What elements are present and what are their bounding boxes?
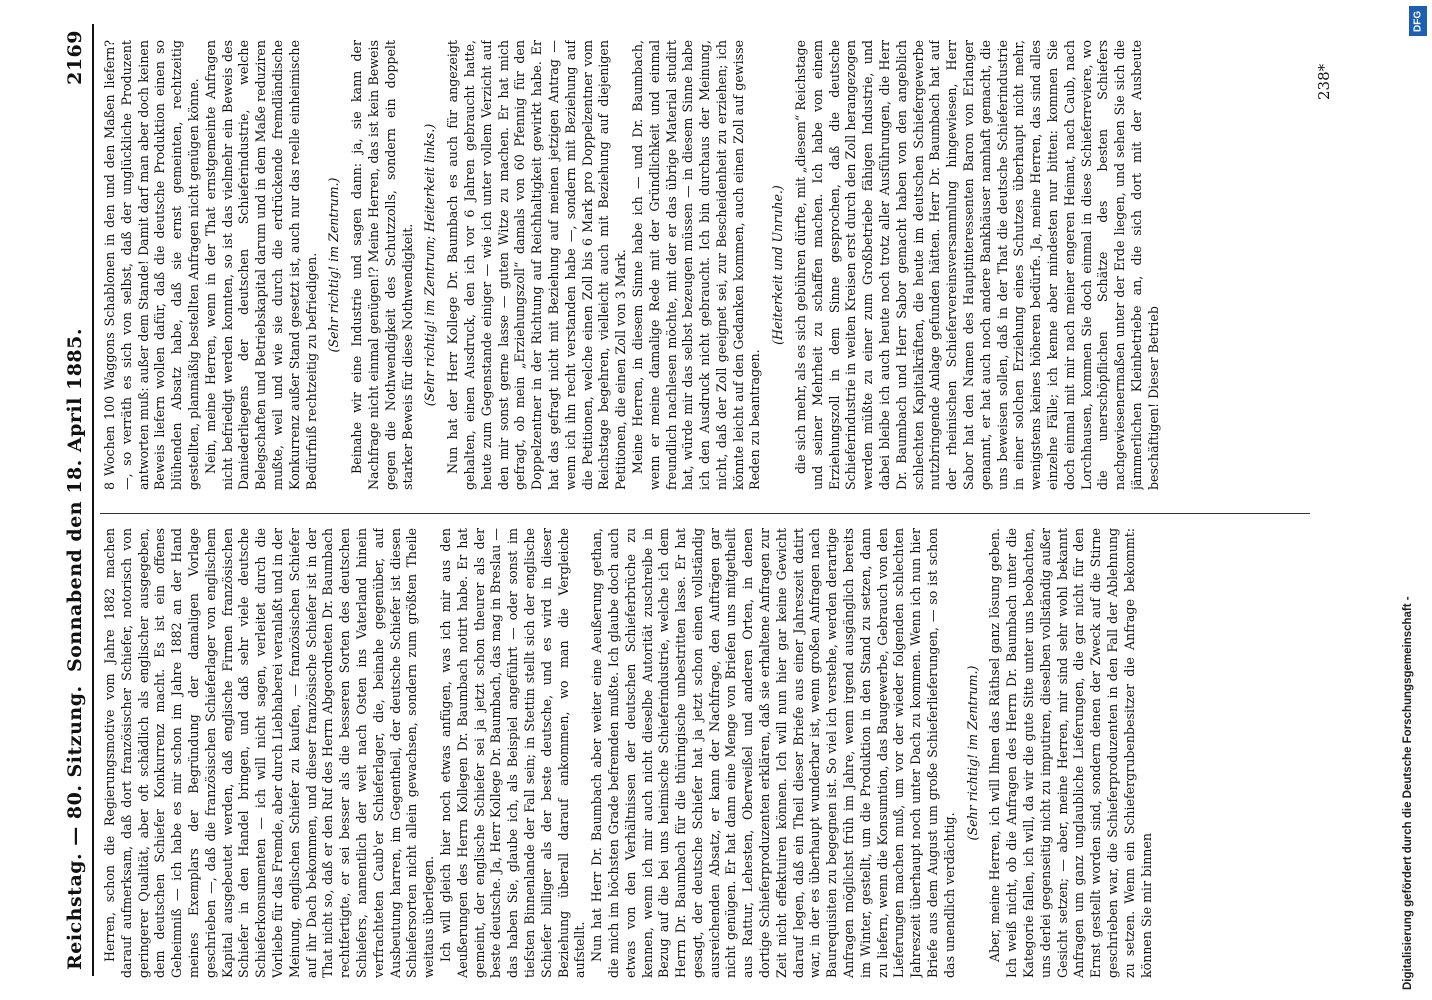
dfg-logo: DFG — [1409, 6, 1427, 36]
running-header-left: Reichstag. — 80. Sitzung. — [64, 685, 86, 970]
column-divider — [100, 513, 1310, 514]
paragraph: Nun hat Herr Dr. Baumbach aber weiter eine Aeußerung gethan, die mich im höchsten Grade befremden mußte. Ich glaube doch auch etwas von den Verhältnissen der deutschen Schieferbrüche zu kennen, wenn ich mir auch nicht dieselbe Autorität zuschreibe in Bezug auf die bei uns heimische Schieferindustrie, welche ich dem Herrn Dr. Baumbach für die thüringische unbestritten lasse. Er hat gesagt, der deutsche Schiefer hat ja jetzt schon einen vollständig ausreichenden Absatz, er kann der Nachfrage, den Aufträgen gar nicht genügen. Er hat dann eine Menge von Briefen uns mitgetheilt aus Rattur, Lehesten, Oberweißel und anderen Orten, in denen dortige Schieferproduzenten erklären, daß sie erhaltene Anfragen zur Zeit nicht effektuiren können. Ich will nun hier gar keine Gewicht darauf legen, daß ein Theil dieser Briefe aus einer Jahreszeit datirt war, in der es überhaupt wunderbar ist, wenn großen Anfragen nach Baurequisiten zu begegnen ist. So viel ich verstehe, werden derartige Anfragen möglichst früh im Jahre, wenn irgend ausgänglich bereits im Winter, gestellt, um die Produktion in den Stand zu setzen, dann zu liefern, wenn die Konsumtion, das Baugewerbe, Gebrauch von den Lieferungen machen muß, um vor der wieder folgenden schlechten Jahreszeit überhaupt noch unter Dach zu kommen. Wenn ich nun hier Briefe aus dem August um große Schieferlieferungen, — so ist schon das unendlich verdächtig. — [589, 528, 957, 978]
paragraph: Nun hat der Herr Kollege Dr. Baumbach es auch für angezeigt gehalten, einen Ausdruck, den ich vor 6 Jahren gebraucht hatte, heute zum Gegenstande einiger — wie ich unter vollem Verzicht auf den mir sonst gerne lasse — guten Witze zu machen. Er hat mich gefragt, ob mein „Erziehungszoll“ damals von 60 Pfennig für den Doppelzentner in der Richtung auf Reichhaltigkeit gewirkt habe. Er hat das gefragt nicht mit Beziehung auf meinen jetzigen Antrag — wenn ich ihn recht verstanden habe —, sondern mit Beziehung auf die Petitionen, welche einen Zoll bis 6 Mark pro Doppelzentner vom Reichstage begehren, vielleicht auch mit Beziehung auf diejenigen Petitionen, die einen Zoll von 3 Mark. — [445, 40, 629, 490]
stage-direction: (Sehr richtig! im Zentrum.) — [326, 177, 342, 353]
paragraph: Meine Herren, in diesem Sinne habe ich — und Dr. Baumbach, wenn er meine damalige Rede mit der Gründlichkeit und einmal freundlich nachlesen möchte, mit der er das übrige Material studirt hat, würde mir das selbst bezeugen müssen — in diesem Sinne habe ich den Ausdruck nicht gebraucht. Ich bin durchaus der Meinung, nicht, daß der Zoll geeignet sei, zur Bescheidenheit zu erziehen; ich könnte leicht auf den Gedanken kommen, auch einen Zoll auf gewisse Reden zu beantragen. — [629, 40, 763, 490]
stage-direction: (Sehr richtig! im Zentrum; Heiterkeit links.) — [422, 123, 438, 407]
header-rule — [92, 24, 94, 976]
signature-mark: 238* — [1315, 63, 1333, 100]
stage-direction: (Sehr richtig! im Zentrum.) — [964, 665, 980, 841]
running-header-date: Sonnabend den 18. April 1885. — [64, 328, 86, 672]
page-number: 2169 — [64, 30, 86, 85]
paragraph: 8 Wochen 100 Waggons Schablonen in den und den Maßen liefern? —, so verräth es sich von selbst, daß der unglückliche Produzent antworten muß: außer dem Stande! Damit darf man aber doch keinen Beweis liefern wollen dafür, daß die deutsche Produktion einen so blühenden Absatz habe, daß sie ernst gemeinten, rechtzeitig gestellten, planmäßig bestellten Anfragen nicht genügen könne. — [102, 40, 201, 490]
paragraph: die sich mehr, als es sich gebühren dürfte, mit „diesem“ Reichstage und seiner Mehrheit zu schaffen machen. Ich habe von einem Erziehungszoll in dem Sinne gesprochen, daß die deutsche Schieferindustrie in weiten Kreisen erst durch den Zoll herangezogen werden müßte zu einer zum Großbetriebe fähigen Industrie, und dabei bleibe ich auch heute noch trotz aller Ausführungen, die Herr Dr. Baumbach und Herr Sabor gemacht haben von den angeblich schlechten Kapitalkräften, die heute im deutschen Schiefergewerbe nutzbringende Anlage gefunden hätten. Herr Dr. Baumbach hat auf der rheinischen Schiefervereinsversammlung hingewiesen, Herr Sabor hat den Namen des Hauptinteressenten Baron von Erlanger genannt, er hat auch noch andere Bankhäuser namhaft gemacht, die uns beweisen sollen, daß in der That die deutsche Schieferindustrie in einer solchen Erziehung eines Schutzes überhaupt nicht mehr, wenigstens keines höheren bedürfe. Ja, meine Herren, das sind alles einzelne Fälle; ich kenne aber mindesten nur bitten: kommen Sie doch einmal mit mir nach meiner engeren Heimat, nach Caub, nach Lorchhausen, kommen Sie doch einmal in diese Schieferreviere, wo die unerschöpflichen Schätze des besten Schiefers nachgewiesenermaßen unter der Erde liegen, und sehen Sie sich die jämmerlichen Kleinbetriebe an, die sich dort mit der Ausbeute beschäftigen! Dieser Betrieb — [793, 40, 1161, 490]
paragraph: Ich will gleich hier noch etwas anfügen, was ich mir aus den Aeußerungen des Herrn Kollegen Dr. Baumbach notirt habe. Er hat gemeint, der englische Schiefer sei ja jetzt schon theurer als der beste deutsche. Ja, Herr Kollege Dr. Baumbach, das mag in Breslau — das haben Sie, glaube ich, als Beispiel angeführt — oder sonst im tiefsten Binnenlande der Fall sein; in Stettin stellt sich der englische Schiefer billiger als der beste deutsche, und es wird in dieser Beziehung überall darauf ankommen, wo man die Vergleiche aufstellt. — [437, 528, 588, 978]
paragraph: Beinahe wir eine Industrie und sagen dann: ja, sie kann der Nachfrage nicht einmal genügen!? Meine Herren, das ist kein Beweis gegen die Nothwendigkeit des Schutzzolls, sondern ein doppelt starker Beweis für diese Nothwendigkeit. — [349, 40, 415, 490]
text-column-right — [102, 40, 1312, 490]
text-column-left — [102, 528, 1312, 978]
paragraph: Aber, meine Herren, ich will Ihnen das Räthsel ganz lösung geben. Ich weiß nicht, ob die Anfragen des Herrn Dr. Baumbach unter die Kategorie fallen, ich will, da wir die gute Sitte unter uns beobachten, uns derlei gegenseitig nicht zu imputiren, dieselben vollständig außer Gesicht setzen; — aber, meine Herren, mir sind sehr wohl bekannt Anfragen um ganz unglaubliche Lieferungen, die gar nicht für den Ernst gestellt worden sind, sondern denen der Zweck auf die Stirne geschrieben war, die Schieferproduzenten in den Fall der Ablehnung zu setzen. Wenn ein Schiefergrubenbesitzer die Anfrage bekommt: können Sie mir binnen — [987, 528, 1154, 978]
stage-direction: (Heiterkeit und Unruhe.) — [770, 185, 786, 345]
paragraph: Nein, meine Herren, wenn in der That ernstgemeinte Anfragen nicht befriedigt werden konnten, so ist das vielmehr ein Beweis des Daniederliegens der deutschen Schieferindustrie, welche Belegschaften und Betriebskapital darum und in dem Maße reduziren mußte, weil und wie sie durch die erdrückende fremdländische Konkurrenz außer Stand gesetzt ist, auch nur das reelle einheimische Bedürfniß rechtzeitig zu befriedigen. — [202, 40, 319, 490]
dfg-watermark-text: Digitalisierung gefördert durch die Deutsche Forschungsgemeinschaft - — [1402, 596, 1414, 990]
paragraph: Herren, schon die Regierungsmotive vom Jahre 1882 machen darauf aufmerksam, daß dort französischer Schiefer, notorisch von geringerer Qualität, aber oft schädlich als englischer ausgegeben, dem deutschen Schiefer Konkurrenz macht. Es ist ein offenes Geheimniß — ich habe es mir schon im Jahre 1882 an der Hand meines Exemplars der Begründung der damaligen Vorlage geschrieben —, daß die französischen Schieferlager von englischem Kapital ausgebeutet werden, daß englische Firmen französischen Schiefer in den Handel bringen, und daß sehr viele deutsche Schieferkonsumenten — ich will nicht sagen, verleitet durch die Vorliebe für das Fremde, aber durch Liebhaberei veranlaßt und in der Meinung, englischen Schiefer zu kaufen, — französischen Schiefer auf ihr Dach bekommen, und dieser französische Schiefer ist in der That nicht so, daß er den Ruf des Herrn Abgeordneten Dr. Baumbach rechtfertigte, er sei besser als die besseren Sorten des deutschen Schiefers, namentlich der weit nach Osten ins Vaterland hinein verfrachteten Caub'er Schieferlager, die, beinahe gegenüber, auf Ausbeutung harren, im Gegentheil, der deutsche Schiefer ist diesen Schiefersorten nicht allein gewachsen, sondern zum größten Theile weitaus überlegen. — [102, 528, 437, 978]
